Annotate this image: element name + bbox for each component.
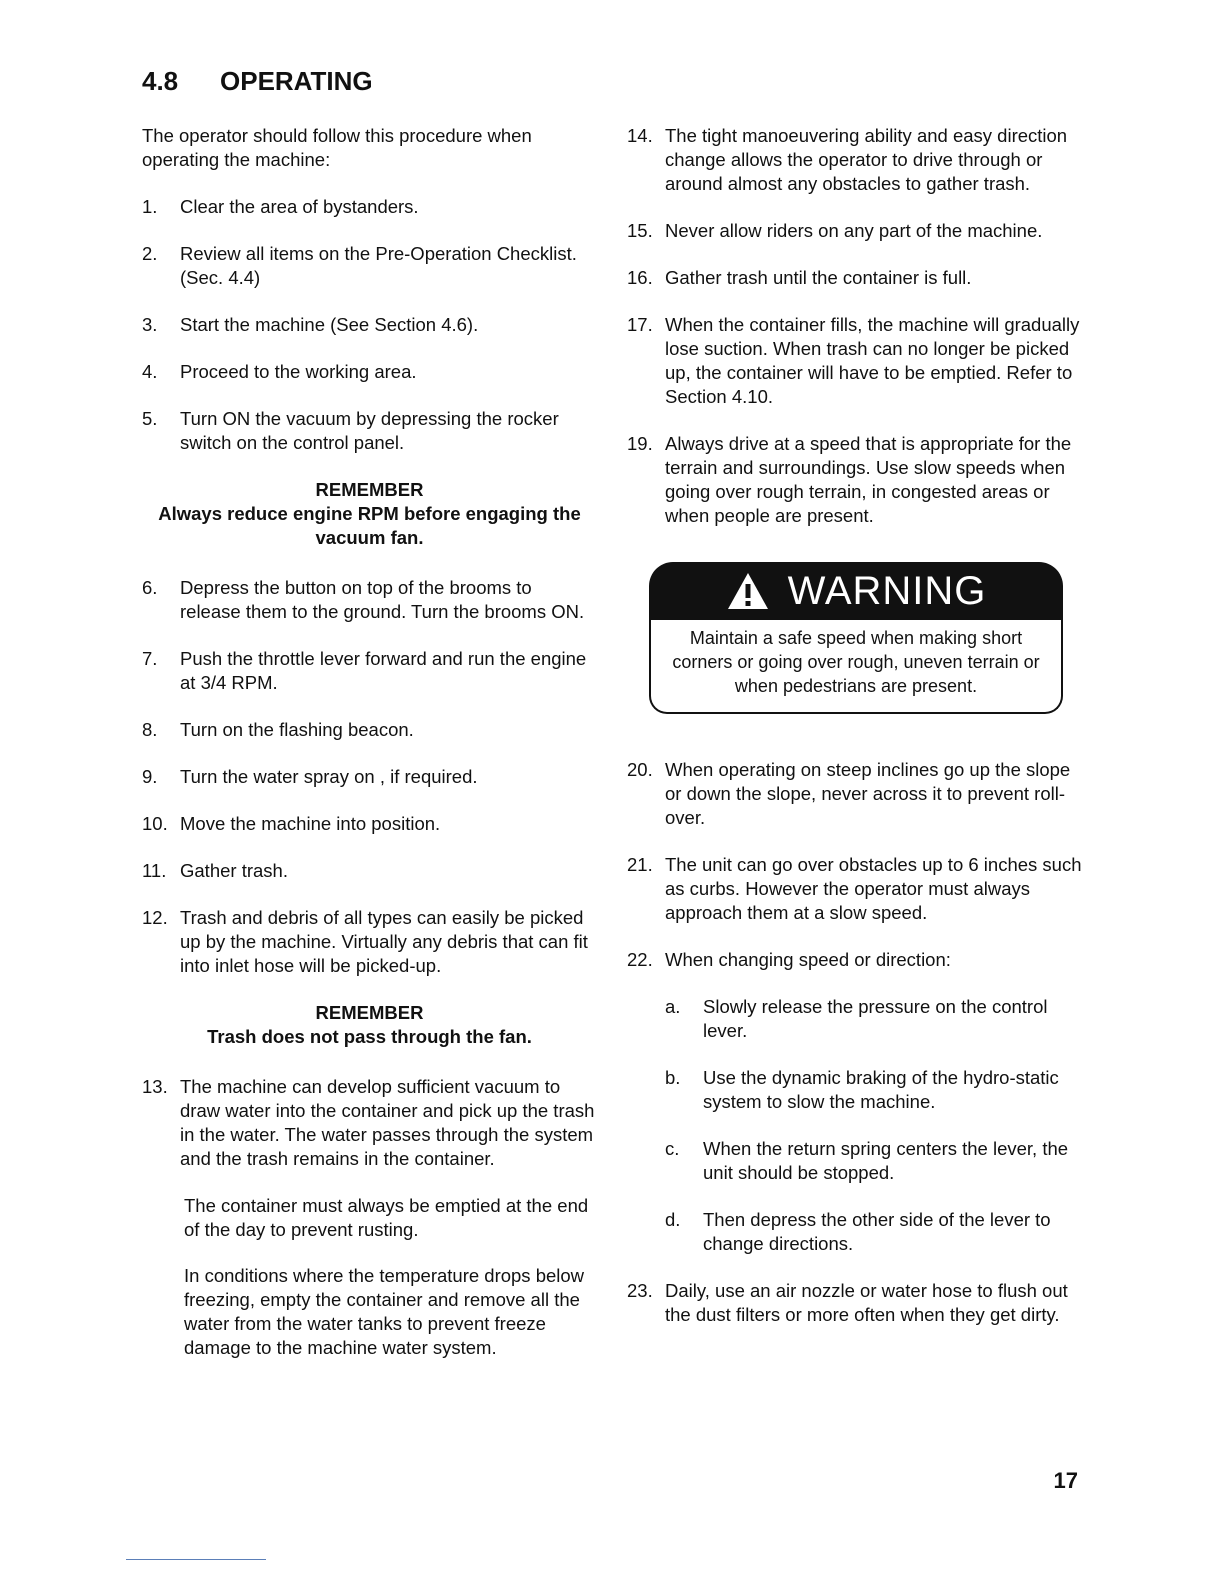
- item-text: Turn ON the vacuum by depressing the rocker switch on the control panel.: [180, 408, 559, 453]
- item-paragraph: The container must always be emptied at the end of the day to prevent rusting.: [184, 1195, 589, 1240]
- sub-item-letter: a.: [665, 996, 681, 1017]
- sub-item-letter: b.: [665, 1067, 681, 1088]
- item-number: 16.: [627, 267, 653, 288]
- intro-text: The operator should follow this procedure when operating the machine:: [142, 125, 532, 170]
- item-number: 10.: [142, 813, 168, 834]
- item-number: 5.: [142, 408, 158, 429]
- remember-note: [142, 1001, 597, 1049]
- item-number: 21.: [627, 854, 653, 875]
- sub-list-item: [665, 1137, 1082, 1185]
- item-number: 3.: [142, 314, 158, 335]
- right-column: [627, 124, 1082, 1350]
- item-text: Trash and debris of all types can easily be picked up by the machine. Virtually any debris that can fit into inlet hose will be picked-up.: [180, 907, 588, 976]
- list-item: [627, 219, 1082, 243]
- list-item: [142, 195, 597, 219]
- section-heading: [142, 66, 373, 97]
- sub-item-letter: d.: [665, 1209, 681, 1230]
- list-item: [142, 576, 597, 624]
- list-item: [142, 313, 597, 337]
- list-item: [627, 432, 1082, 528]
- list-item: [142, 906, 597, 978]
- list-item: [627, 266, 1082, 290]
- item-number: 1.: [142, 196, 158, 217]
- list-item: [627, 853, 1082, 925]
- sub-list-item: [665, 995, 1082, 1043]
- sub-item-text: Slowly release the pressure on the control lever.: [703, 996, 1048, 1041]
- item-text: The unit can go over obstacles up to 6 inches such as curbs. However the operator must always approach them at a slow speed.: [665, 854, 1082, 923]
- warning-box: [649, 562, 1063, 714]
- item-text: Depress the button on top of the brooms to release them to the ground. Turn the brooms ON.: [180, 577, 585, 622]
- item-text: Always drive at a speed that is appropriate for the terrain and surroundings. Use slow speeds when going over rough terrain, in congested areas or when people are present.: [665, 433, 1072, 526]
- remember-label: REMEMBER: [315, 479, 424, 500]
- list-item: [142, 859, 597, 883]
- item-text: The tight manoeuvering ability and easy direction change allows the operator to drive through or around almost any obstacles to gather trash.: [665, 125, 1068, 194]
- item-number: 23.: [627, 1280, 653, 1301]
- item-text: Daily, use an air nozzle or water hose to flush out the dust filters or more often when they get dirty.: [665, 1280, 1068, 1325]
- warning-header: [649, 562, 1063, 620]
- remember-label: REMEMBER: [315, 1002, 424, 1023]
- sub-item-text: Then depress the other side of the lever to change directions.: [703, 1209, 1051, 1254]
- item-text: Gather trash.: [180, 860, 288, 881]
- item-number: 8.: [142, 719, 158, 740]
- list-item: [142, 360, 597, 384]
- warning-text: Maintain a safe speed when making short corners or going over rough, uneven terrain or when pedestrians are present.: [649, 620, 1063, 714]
- remember-text: Always reduce engine RPM before engaging the vacuum fan.: [158, 503, 581, 548]
- item-number: 22.: [627, 949, 653, 970]
- list-item: [142, 1075, 597, 1171]
- item-number: 6.: [142, 577, 158, 598]
- item-text: Never allow riders on any part of the machine.: [665, 220, 1043, 241]
- sub-item-text: Use the dynamic braking of the hydro-static system to slow the machine.: [703, 1067, 1059, 1112]
- sub-item-text: When the return spring centers the lever, the unit should be stopped.: [703, 1138, 1069, 1183]
- remember-text: Trash does not pass through the fan.: [207, 1026, 532, 1047]
- item-number: 20.: [627, 759, 653, 780]
- item-number: 19.: [627, 433, 653, 454]
- item-text: When operating on steep inclines go up the slope or down the slope, never across it to prevent roll-over.: [665, 759, 1071, 828]
- left-column: [142, 124, 597, 1382]
- remember-note: [142, 478, 597, 550]
- list-item: [627, 948, 1082, 972]
- item-text: When changing speed or direction:: [665, 949, 951, 970]
- item-number: 9.: [142, 766, 158, 787]
- item-text: Gather trash until the container is full.: [665, 267, 972, 288]
- item-number: 7.: [142, 648, 158, 669]
- item-number: 17.: [627, 314, 653, 335]
- sub-item-letter: c.: [665, 1138, 680, 1159]
- item-text: Proceed to the working area.: [180, 361, 417, 382]
- warning-triangle-icon: [726, 571, 770, 611]
- item-number: 12.: [142, 907, 168, 928]
- item-number: 11.: [142, 860, 167, 881]
- item-text: Push the throttle lever forward and run the engine at 3/4 RPM.: [180, 648, 587, 693]
- list-item: [627, 124, 1082, 196]
- item-text: Turn on the flashing beacon.: [180, 719, 414, 740]
- item-text: When the container fills, the machine will gradually lose suction. When trash can no longer be picked up, the container will have to be emptied. Refer to Section 4.10.: [665, 314, 1080, 407]
- list-item: [627, 1279, 1082, 1327]
- item-text: The machine can develop sufficient vacuum to draw water into the container and pick up the trash in the water. The water passes through the system and the trash remains in the container.: [180, 1076, 595, 1169]
- list-item: [142, 242, 597, 290]
- item-text: Move the machine into position.: [180, 813, 441, 834]
- item-text: Review all items on the Pre-Operation Checklist. (Sec. 4.4): [180, 243, 577, 288]
- item-text: Turn the water spray on , if required.: [180, 766, 478, 787]
- item-text: Clear the area of bystanders.: [180, 196, 419, 217]
- warning-title: WARNING: [787, 569, 987, 613]
- item-paragraph: In conditions where the temperature drops below freezing, empty the container and remove all the water from the water tanks to prevent freeze damage to the machine water system.: [184, 1265, 585, 1358]
- list-item: [142, 718, 597, 742]
- item-number: 2.: [142, 243, 158, 264]
- item-number: 14.: [627, 125, 653, 146]
- list-item: [627, 758, 1082, 830]
- footer-line: [126, 1559, 266, 1560]
- item-number: 4.: [142, 361, 158, 382]
- list-item: [142, 812, 597, 836]
- sub-list-item: [665, 1208, 1082, 1256]
- sub-list-item: [665, 1066, 1082, 1114]
- page-number: 17: [1053, 1468, 1078, 1493]
- list-item: [142, 407, 597, 455]
- list-item: [142, 647, 597, 695]
- list-item: [142, 765, 597, 789]
- item-number: 15.: [627, 220, 653, 241]
- list-item: [627, 313, 1082, 409]
- item-text: Start the machine (See Section 4.6).: [180, 314, 479, 335]
- section-number: 4.8: [142, 66, 179, 96]
- item-number: 13.: [142, 1076, 168, 1097]
- section-title: OPERATING: [220, 66, 373, 96]
